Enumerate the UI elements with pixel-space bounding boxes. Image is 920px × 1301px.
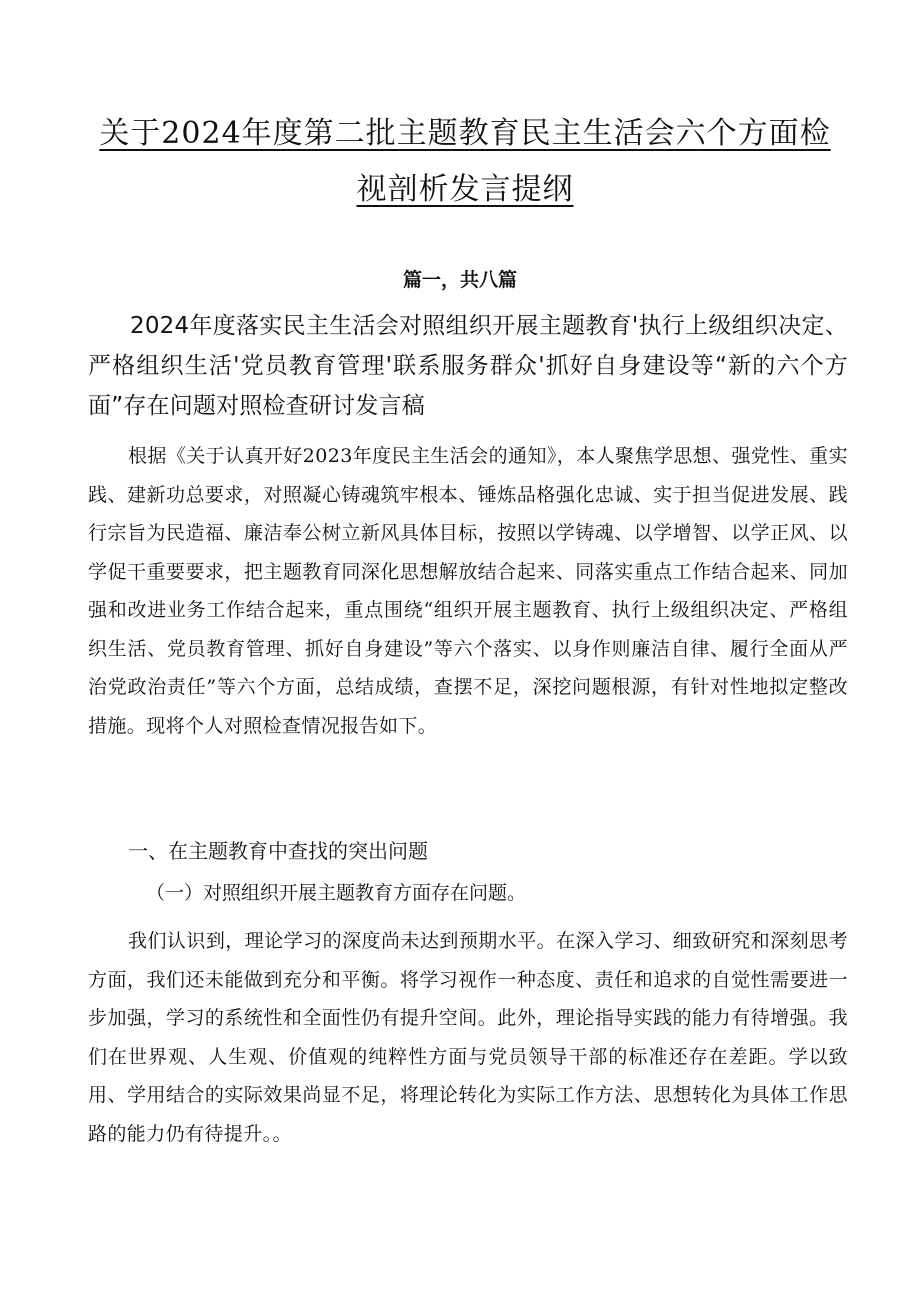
part-label: 篇一，共八篇	[402, 269, 517, 291]
body-paragraph: 我们认识到，理论学习的深度尚未达到预期水平。在深入学习、细致研究和深刻思考方面，我们还未能做到充分和平衡。将学习视作一种态度、责任和追求的自觉性需要进一步加强，学习的系统性和全面性仍有提升空间。此外，理论指导实践的能力有待增强。我们在世界观、人生观、价值观的纯粹性方面与党员领导干部的标准还存在差距。学以致用、学用结合的实际效果尚显不足，将理论转化为实际工作方法、思想转化为具体工作思路的能力仍有待提升。。	[88, 930, 848, 1145]
document-subtitle: 2024年度落实民主生活会对照组织开展主题教育'执行上级组织决定、严格组织生活'党员教育管理'联系服务群众'抓好自身建设等“新的六个方面”存在问题对照检查研讨发言稿	[88, 313, 848, 419]
document-title-text: 关于2024年度第二批主题教育民主生活会六个方面检视剖析发言提纲	[99, 116, 831, 207]
section-heading: 一、在主题教育中查找的突出问题	[128, 839, 428, 863]
document-title	[95, 106, 835, 218]
intro-paragraph: 根据《关于认真开好2023年度民主生活会的通知》，本人聚焦学思想、强党性、重实践、建新功总要求，对照凝心铸魂筑牢根本、锤炼品格强化忠诚、实于担当促进发展、践行宗旨为民造福、廉洁奉公树立新风具体目标，按照以学铸魂、以学增智、以学正风、以学促干重要要求，把主题教育同深化思想解放结合起来、同落实重点工作结合起来、同加强和改进业务工作结合起来，重点围绕“组织开展主题教育、执行上级组织决定、严格组织生活、党员教育管理、抓好自身建设”等六个落实、以身作则廉洁自律、履行全面从严治党政治责任”等六个方面，总结成绩，查摆不足，深挖问题根源，有针对性地拟定整改措施。现将个人对照检查情况报告如下。	[88, 445, 848, 737]
sub-section-heading: （一）对照组织开展主题教育方面存在问题。	[146, 882, 527, 904]
